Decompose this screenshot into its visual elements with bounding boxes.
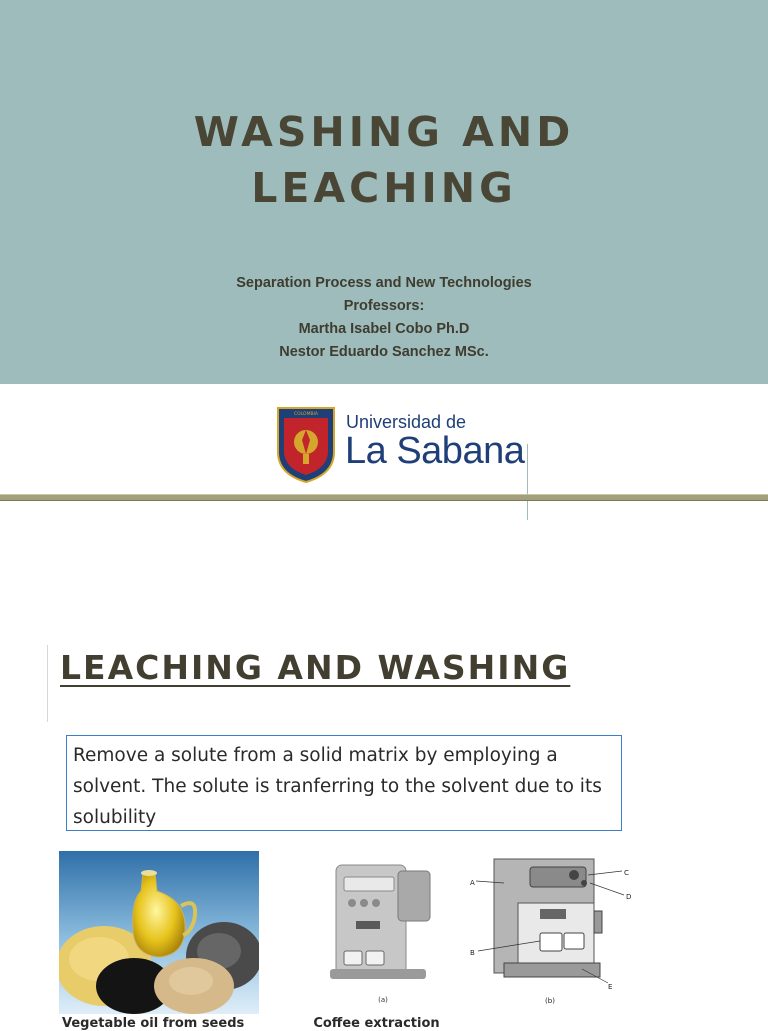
decorative-vertical-line (527, 444, 528, 520)
title-line-2: LEACHING (251, 164, 517, 212)
university-crest-icon (276, 406, 336, 484)
title-line-1: WASHING AND (193, 108, 575, 156)
title-slide-header (0, 0, 768, 384)
figure-label-b: (b) (545, 997, 555, 1005)
caption-oil: Vegetable oil from seeds (62, 1016, 245, 1031)
university-name-line-2: La Sabana (345, 430, 525, 472)
university-name-line-1: Universidad de (346, 412, 467, 432)
diagram-label-D: D (626, 893, 632, 901)
caption-coffee: Coffee extraction (313, 1016, 440, 1031)
diagram-label-A: A (470, 879, 475, 887)
title-accent-line (47, 645, 48, 722)
coffee-machine-photo (326, 857, 441, 1007)
diagram-label-B: B (470, 949, 475, 957)
vegetable-oil-seeds-image (59, 851, 259, 1014)
slide-title (0, 104, 768, 216)
professor-2: Nestor Eduardo Sanchez MSc. (279, 344, 489, 360)
section-title: LEACHING AND WASHING (60, 648, 571, 687)
diagram-label-E: E (608, 983, 613, 991)
definition-box: Remove a solute from a solid matrix by employing a solvent. The solute is tranferring to the solvent due to its solubility (66, 735, 622, 831)
professors-label: Professors: (343, 298, 425, 314)
coffee-machine-diagram (464, 853, 636, 1009)
slide-divider (0, 494, 768, 501)
crest-top-text: COLOMBIA (294, 412, 318, 417)
diagram-label-C: C (624, 869, 629, 877)
course-name: Separation Process and New Technologies (236, 275, 532, 291)
figure-label-a: (a) (378, 996, 388, 1004)
professor-1: Martha Isabel Cobo Ph.D (298, 321, 470, 337)
